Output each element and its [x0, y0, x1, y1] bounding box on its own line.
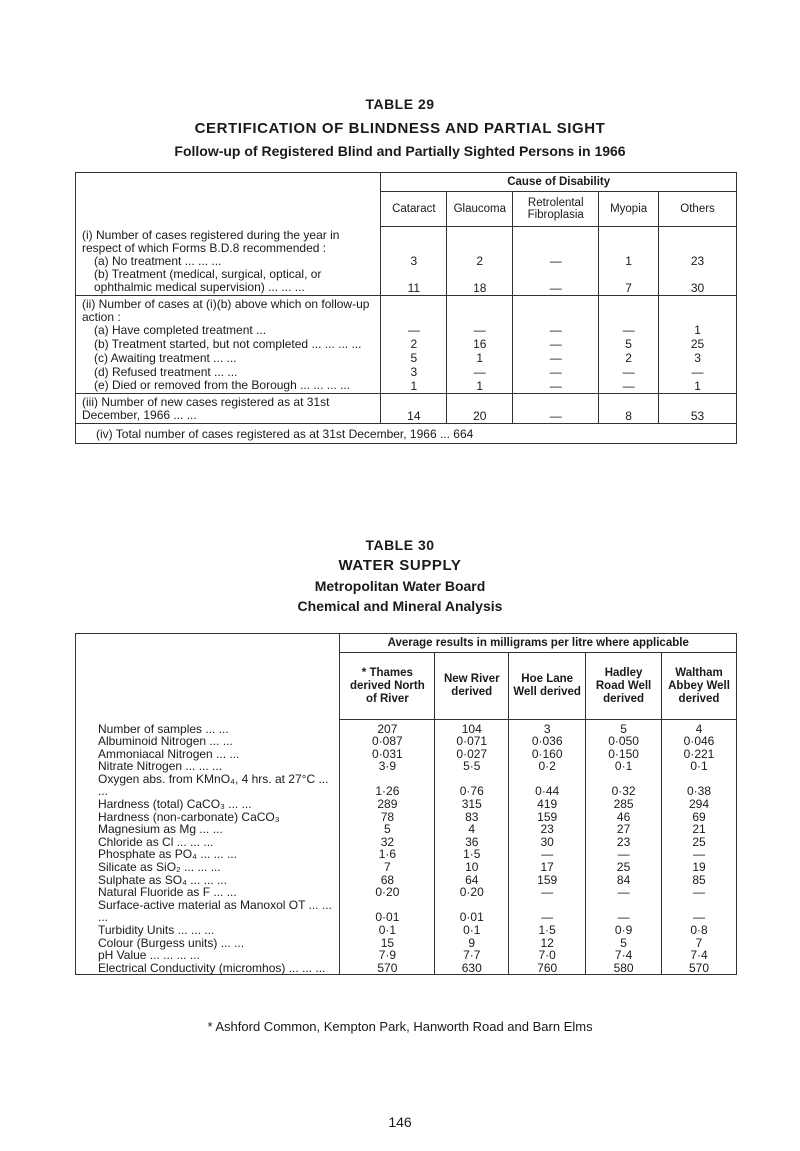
cell: 2: [599, 351, 659, 365]
table29-col-header: Glaucoma: [447, 192, 513, 227]
table29: [75, 172, 737, 444]
row-label: pH Value ... ... ... ...: [76, 949, 340, 962]
cell: 570: [662, 962, 737, 975]
table30-row: [76, 899, 737, 924]
cell: 0·32: [586, 773, 662, 798]
cell: 30: [509, 836, 586, 849]
table29-row: [76, 393, 737, 423]
cell: —: [513, 268, 599, 296]
cell: 570: [340, 962, 435, 975]
row-label: Oxygen abs. from KMnO₄, 4 hrs. at 27°C ... ...: [76, 773, 340, 798]
cell: 5: [586, 937, 662, 950]
row-label: Sulphate as SO₄ ... ... ...: [76, 874, 340, 887]
cell: 3·9: [340, 760, 435, 773]
cell: 15: [340, 937, 435, 950]
cell: 0·9: [586, 924, 662, 937]
table29-col-header: Myopia: [599, 192, 659, 227]
table30-footnote: * Ashford Common, Kempton Park, Hanworth Road and Barn Elms: [207, 1019, 593, 1034]
table30-row: [76, 886, 737, 899]
cell: 83: [435, 811, 509, 824]
cell: —: [599, 365, 659, 379]
table29-row: [76, 227, 737, 268]
cell: 17: [509, 861, 586, 874]
cell: 8: [599, 393, 659, 423]
cell: 5: [340, 823, 435, 836]
table30: [75, 633, 737, 975]
row-label: Ammoniacal Nitrogen ... ...: [76, 748, 340, 761]
table30-col-header: Waltham Abbey Well derived: [662, 653, 737, 720]
cell: 0·1: [586, 760, 662, 773]
cell: —: [513, 393, 599, 423]
table29-row: [76, 379, 737, 394]
table29-corner: [76, 173, 381, 227]
cell: —: [513, 351, 599, 365]
cell: 0·38: [662, 773, 737, 798]
cell: 630: [435, 962, 509, 975]
table30-body: [76, 720, 737, 975]
cell: 1·5: [435, 848, 509, 861]
cell: 289: [340, 798, 435, 811]
cell: 0·01: [340, 899, 435, 924]
cell: 7·4: [662, 949, 737, 962]
cell: —: [662, 886, 737, 899]
cell: 4: [662, 720, 737, 736]
cell: —: [509, 848, 586, 861]
cell: 68: [340, 874, 435, 887]
cell: 19: [662, 861, 737, 874]
cell: —: [509, 886, 586, 899]
row-label: Phosphate as PO₄ ... ... ...: [76, 848, 340, 861]
table29-col-header: Others: [659, 192, 737, 227]
cell: 1: [659, 295, 737, 337]
row-label: Hardness (non-carbonate) CaCO₃: [76, 811, 340, 824]
cell: —: [447, 365, 513, 379]
cell: 1·26: [340, 773, 435, 798]
row-label: (c) Awaiting treatment ... ...: [94, 350, 237, 365]
cell: 0·036: [509, 735, 586, 748]
table30-row: [76, 735, 737, 748]
cell: —: [662, 848, 737, 861]
table30-number: TABLE 30: [365, 537, 435, 553]
cell: 0·027: [435, 748, 509, 761]
cell: 0·44: [509, 773, 586, 798]
cell: 104: [435, 720, 509, 736]
row-label: Natural Fluoride as F ... ...: [76, 886, 340, 899]
cell: 23: [509, 823, 586, 836]
row-label: (b) Treatment started, but not completed ... ... ... ...: [94, 336, 362, 351]
cell: —: [447, 295, 513, 337]
cell: 419: [509, 798, 586, 811]
cell: 12: [509, 937, 586, 950]
cell: 7: [599, 268, 659, 296]
cell: 0·20: [340, 886, 435, 899]
cell: 69: [662, 811, 737, 824]
cell: 0·76: [435, 773, 509, 798]
cell: 2: [447, 227, 513, 268]
row-label: Hardness (total) CaCO₃ ... ...: [76, 798, 340, 811]
row-label: Albuminoid Nitrogen ... ...: [76, 735, 340, 748]
section2-heading: (ii) Number of cases at (i)(b) above which on follow-up action :: [82, 296, 370, 324]
cell: 3: [509, 720, 586, 736]
cell: 0·8: [662, 924, 737, 937]
cell: 25: [662, 836, 737, 849]
cell: 10: [435, 861, 509, 874]
row-label: (e) Died or removed from the Borough ... ... ... ...: [94, 377, 351, 392]
cell: 2: [381, 337, 447, 351]
cell: 7·9: [340, 949, 435, 962]
cell: 207: [340, 720, 435, 736]
cell: 46: [586, 811, 662, 824]
cell: 32: [340, 836, 435, 849]
cell: 3: [659, 351, 737, 365]
cell: 5: [599, 337, 659, 351]
cell: —: [599, 295, 659, 337]
cell: 36: [435, 836, 509, 849]
cell: 14: [381, 393, 447, 423]
cell: 0·046: [662, 735, 737, 748]
cell: 21: [662, 823, 737, 836]
table30-col-header: * Thames derived North of River: [340, 653, 435, 720]
cell: 53: [659, 393, 737, 423]
cell: 78: [340, 811, 435, 824]
cell: 285: [586, 798, 662, 811]
row-label: Colour (Burgess units) ... ...: [76, 937, 340, 950]
cell: —: [586, 848, 662, 861]
table30-row: [76, 949, 737, 962]
cell: 0·160: [509, 748, 586, 761]
cell: 159: [509, 811, 586, 824]
cell: —: [586, 899, 662, 924]
table29-total-row: [76, 423, 737, 443]
cell: —: [586, 886, 662, 899]
table29-row: [76, 268, 737, 296]
cell: 7: [662, 937, 737, 950]
cell: 64: [435, 874, 509, 887]
row-label: Silicate as SiO₂ ... ... ...: [76, 861, 340, 874]
cell: 5·5: [435, 760, 509, 773]
cell: 294: [662, 798, 737, 811]
table29-col-header: Cataract: [381, 192, 447, 227]
table29-row: [76, 337, 737, 351]
cell: 580: [586, 962, 662, 975]
cell: 30: [659, 268, 737, 296]
table29-row: [76, 365, 737, 379]
cell: 0·050: [586, 735, 662, 748]
cell: 0·087: [340, 735, 435, 748]
section3-label: (iii) Number of new cases registered as at 31st December, 1966 ... ...: [76, 393, 381, 423]
table30-subtitle2: Chemical and Mineral Analysis: [297, 598, 503, 614]
table30-subtitle: Metropolitan Water Board: [314, 578, 486, 594]
row-label: Electrical Conductivity (micromhos) ... ... ...: [76, 962, 340, 975]
table29-titles: [0, 96, 800, 159]
table30-titles: [0, 537, 800, 614]
table30-title: WATER SUPPLY: [338, 557, 462, 574]
cell: 760: [509, 962, 586, 975]
total-label: (iv) Total number of cases registered as at 31st December, 1966 ... 664: [76, 423, 737, 443]
table29-col-header: Retrolental Fibroplasia: [513, 192, 599, 227]
cell: 1·6: [340, 848, 435, 861]
cell: 20: [447, 393, 513, 423]
cell: 18: [447, 268, 513, 296]
cell: 9: [435, 937, 509, 950]
row-label: (b) Treatment (medical, surgical, optical, or ophthalmic medical supervision) ... ... ...: [94, 266, 322, 294]
cell: 85: [662, 874, 737, 887]
row-label: Nitrate Nitrogen ... ... ...: [76, 760, 340, 773]
cell: —: [662, 899, 737, 924]
table30-row: [76, 720, 737, 736]
cell: 3: [381, 227, 447, 268]
row-label: Turbidity Units ... ... ...: [76, 924, 340, 937]
table30-row: [76, 773, 737, 798]
cell: 16: [447, 337, 513, 351]
cell: —: [381, 295, 447, 337]
cell: 0·031: [340, 748, 435, 761]
cell: —: [599, 379, 659, 394]
cell: 7·7: [435, 949, 509, 962]
cell: 4: [435, 823, 509, 836]
cell: 1: [447, 351, 513, 365]
row-label: Number of samples ... ...: [76, 720, 340, 736]
cell: —: [513, 337, 599, 351]
cell: 0·20: [435, 886, 509, 899]
cell: 5: [381, 351, 447, 365]
table30-row: [76, 823, 737, 836]
cell: —: [513, 365, 599, 379]
cell: —: [659, 365, 737, 379]
table30-corner: [76, 634, 340, 720]
table29-number: TABLE 29: [365, 96, 435, 112]
cell: 315: [435, 798, 509, 811]
table30-col-header: Hadley Road Well derived: [586, 653, 662, 720]
cell: 1: [599, 227, 659, 268]
cell: —: [509, 899, 586, 924]
cell: 23: [586, 836, 662, 849]
cell: 27: [586, 823, 662, 836]
table29-title: CERTIFICATION OF BLINDNESS AND PARTIAL SIGHT: [194, 120, 606, 137]
cell: 0·2: [509, 760, 586, 773]
row-label: Surface-active material as Manoxol OT ... ... ...: [76, 899, 340, 924]
cell: 84: [586, 874, 662, 887]
cell: 1: [659, 379, 737, 394]
table30-row: [76, 760, 737, 773]
cell: 11: [381, 268, 447, 296]
cell: 0·01: [435, 899, 509, 924]
table29-subtitle: Follow-up of Registered Blind and Partially Sighted Persons in 1966: [174, 143, 626, 159]
cell: 159: [509, 874, 586, 887]
table30-row: [76, 861, 737, 874]
row-label: Magnesium as Mg ... ...: [76, 823, 340, 836]
row-label: (d) Refused treatment ... ...: [94, 364, 238, 379]
row-label: (a) Have completed treatment ...: [94, 322, 267, 337]
table30-col-header: New River derived: [435, 653, 509, 720]
cell: 1: [447, 379, 513, 394]
cell: 0·1: [435, 924, 509, 937]
table29-row: [76, 351, 737, 365]
table30-row: [76, 798, 737, 811]
cell: 0·1: [662, 760, 737, 773]
cell: 3: [381, 365, 447, 379]
cell: 25: [586, 861, 662, 874]
cell: 1: [381, 379, 447, 394]
page-number: 146: [388, 1114, 412, 1130]
cell: 25: [659, 337, 737, 351]
cell: 0·071: [435, 735, 509, 748]
cell: —: [513, 379, 599, 394]
cell: 0·1: [340, 924, 435, 937]
cell: 23: [659, 227, 737, 268]
row-label: (a) No treatment ... ... ...: [94, 253, 222, 268]
table30-col-header: Hoe Lane Well derived: [509, 653, 586, 720]
row-label: Chloride as Cl ... ... ...: [76, 836, 340, 849]
table29-row: [76, 295, 737, 337]
table29-group-header: Cause of Disability: [381, 173, 737, 192]
cell: —: [513, 295, 599, 337]
table30-group-header: Average results in milligrams per litre where applicable: [340, 634, 737, 653]
cell: 7·0: [509, 949, 586, 962]
cell: 7·4: [586, 949, 662, 962]
cell: 7: [340, 861, 435, 874]
cell: 1·5: [509, 924, 586, 937]
cell: 0·150: [586, 748, 662, 761]
cell: 5: [586, 720, 662, 736]
table30-row: [76, 924, 737, 937]
cell: —: [513, 227, 599, 268]
cell: 0·221: [662, 748, 737, 761]
table30-row: [76, 962, 737, 975]
section1-heading: (i) Number of cases registered during the year in respect of which Forms B.D.8 recommended :: [82, 227, 340, 255]
